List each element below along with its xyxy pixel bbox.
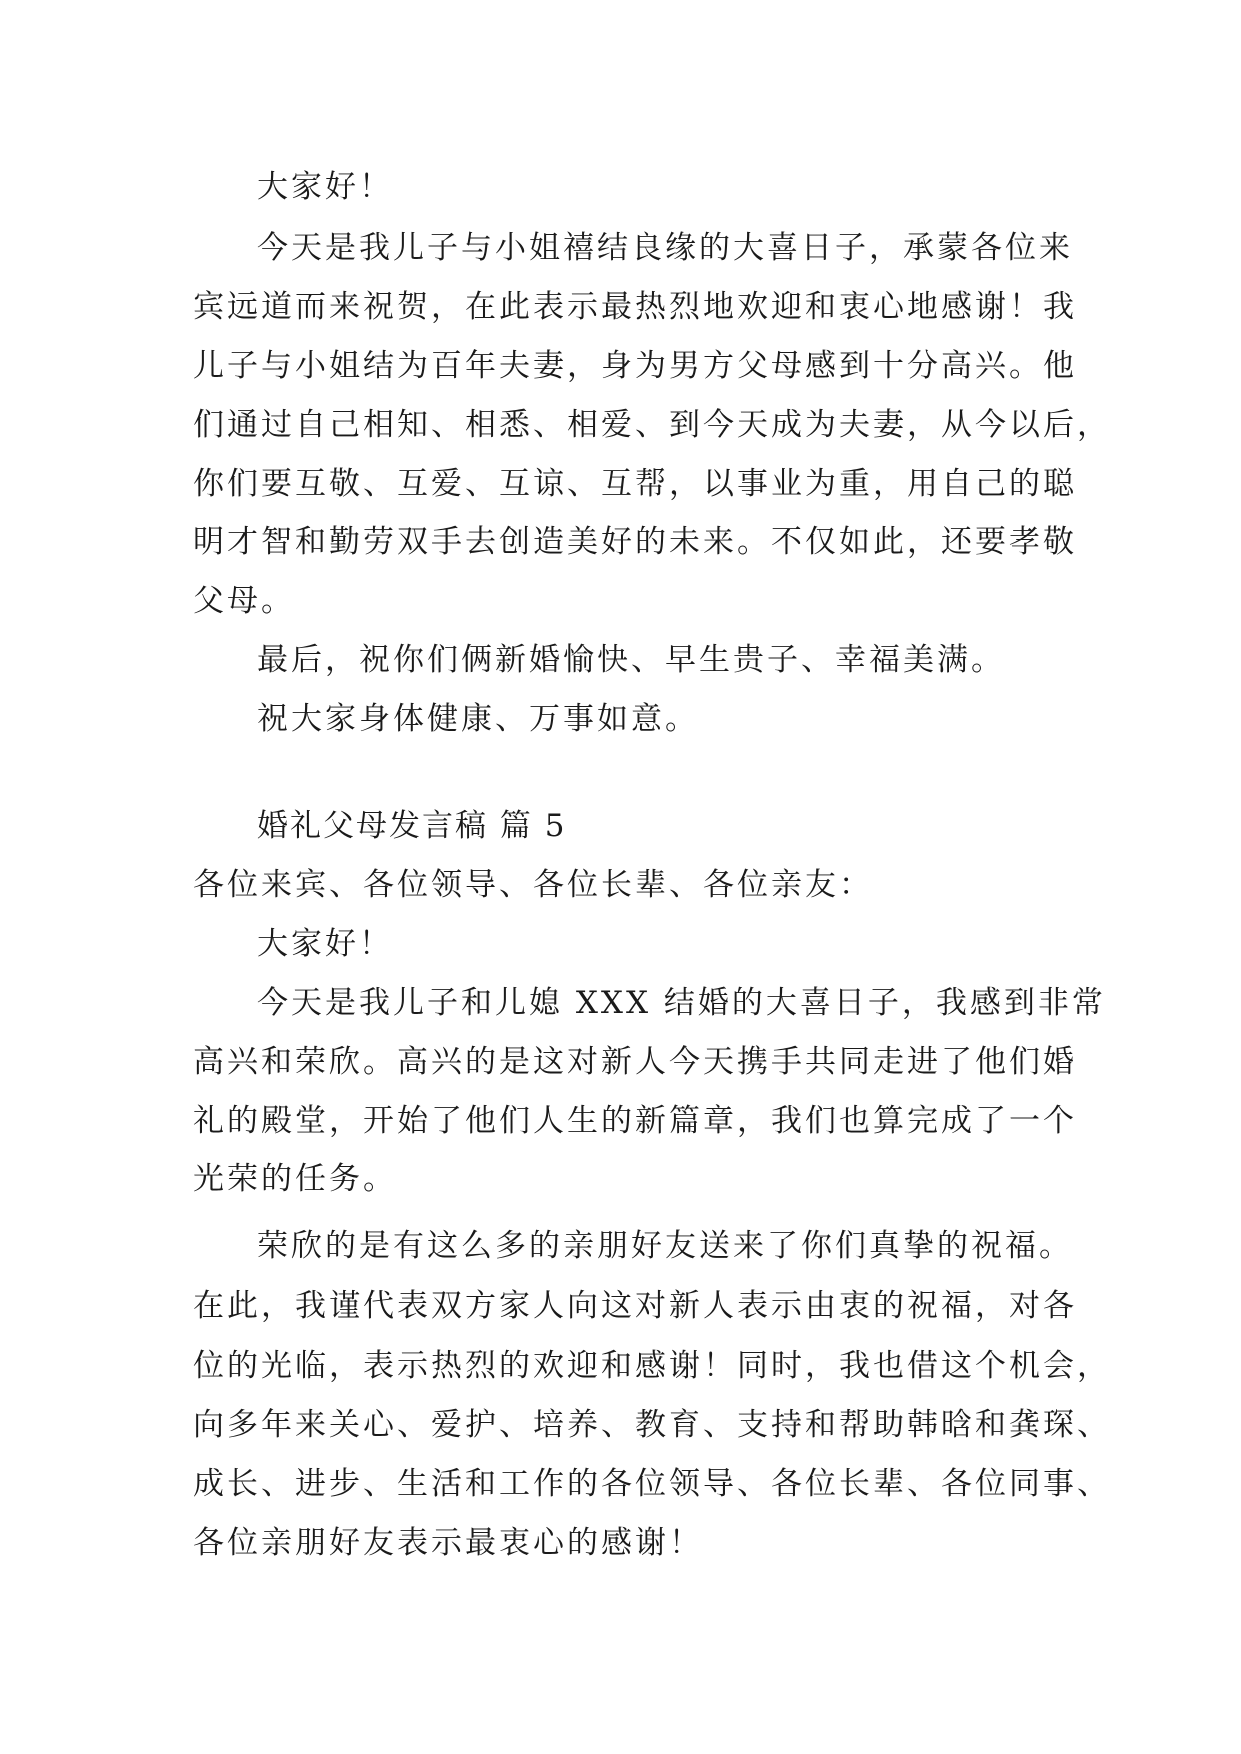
greeting-text: 大家好！ bbox=[257, 169, 393, 205]
paragraph-line: 们通过自己相知、相悉、相爱、到今天成为夫妻，从今以后， bbox=[193, 407, 1111, 443]
paragraph-line: 今天是我儿子与小姐禧结良缘的大喜日子，承蒙各位来 bbox=[257, 230, 1073, 266]
paragraph-line: 祝大家身体健康、万事如意。 bbox=[257, 701, 699, 737]
paragraph-line: 儿子与小姐结为百年夫妻，身为男方父母感到十分高兴。他 bbox=[193, 348, 1077, 384]
paragraph-line: 父母。 bbox=[193, 583, 295, 619]
paragraph-line: 高兴和荣欣。高兴的是这对新人今天携手共同走进了他们婚 bbox=[193, 1044, 1077, 1080]
paragraph-line: 明才智和勤劳双手去创造美好的未来。不仅如此，还要孝敬 bbox=[193, 524, 1077, 560]
paragraph-line: 位的光临，表示热烈的欢迎和感谢！同时，我也借这个机会， bbox=[193, 1348, 1111, 1384]
paragraph-line: 在此，我谨代表双方家人向这对新人表示由衷的祝福，对各 bbox=[193, 1288, 1077, 1324]
paragraph-line: 你们要互敬、互爱、互谅、互帮，以事业为重，用自己的聪 bbox=[193, 466, 1077, 502]
paragraph-line: 成长、进步、生活和工作的各位领导、各位长辈、各位同事、 bbox=[193, 1466, 1111, 1502]
paragraph-line: 各位亲朋好友表示最衷心的感谢！ bbox=[193, 1525, 703, 1561]
greeting-text: 大家好！ bbox=[257, 926, 393, 962]
paragraph-line: 礼的殿堂，开始了他们人生的新篇章，我们也算完成了一个 bbox=[193, 1103, 1077, 1139]
paragraph-line: 向多年来关心、爱护、培养、教育、支持和帮助韩晗和龚琛、 bbox=[193, 1407, 1111, 1443]
section-heading: 婚礼父母发言稿 篇 5 bbox=[257, 808, 567, 844]
paragraph-line: 最后，祝你们俩新婚愉快、早生贵子、幸福美满。 bbox=[257, 642, 1005, 678]
salutation-text: 各位来宾、各位领导、各位长辈、各位亲友： bbox=[193, 867, 873, 903]
paragraph-line: 光荣的任务。 bbox=[193, 1161, 397, 1197]
paragraph-line: 宾远道而来祝贺，在此表示最热烈地欢迎和衷心地感谢！我 bbox=[193, 289, 1077, 325]
paragraph-line: 今天是我儿子和儿媳 XXX 结婚的大喜日子，我感到非常 bbox=[257, 985, 1106, 1021]
paragraph-line: 荣欣的是有这么多的亲朋好友送来了你们真挚的祝福。 bbox=[257, 1228, 1073, 1264]
